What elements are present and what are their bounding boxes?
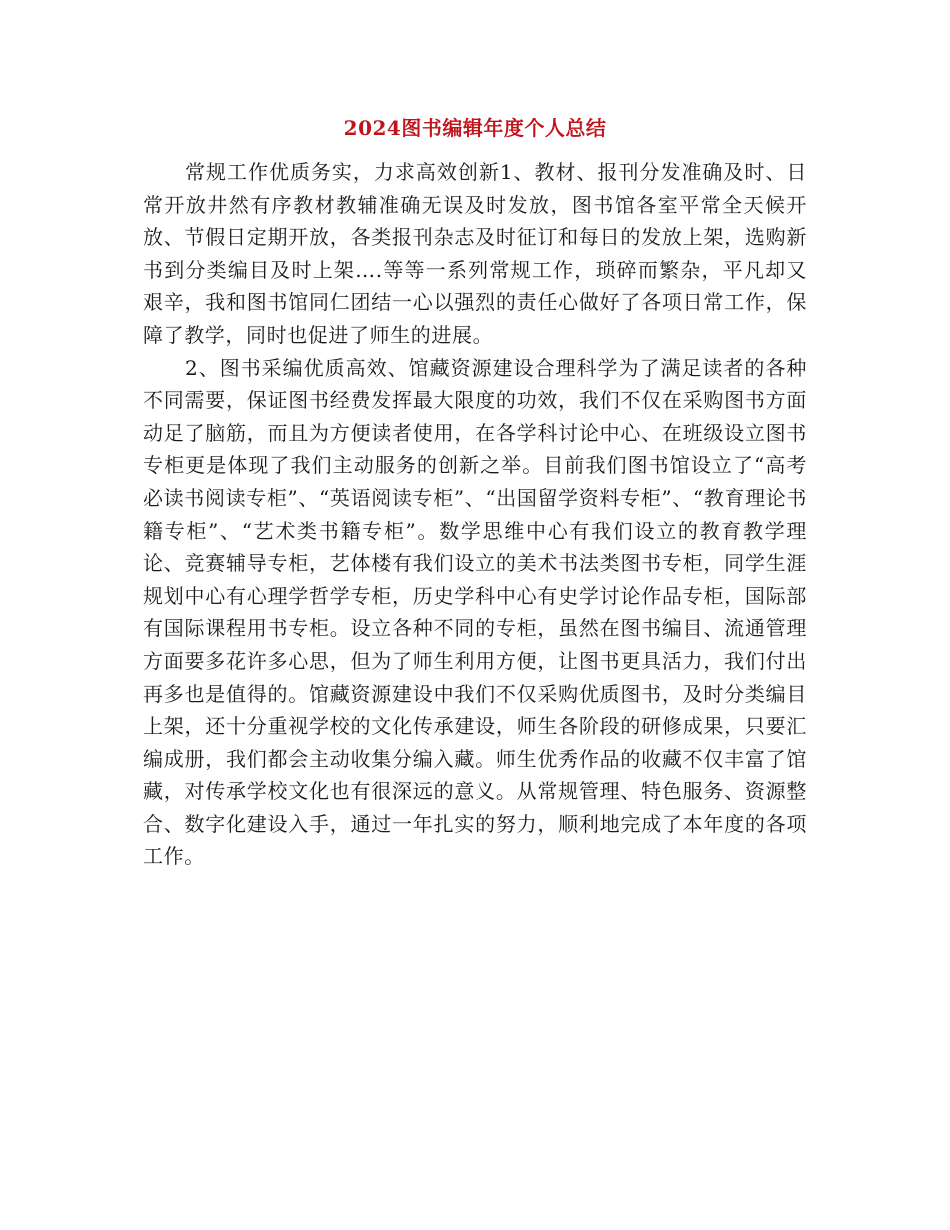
paragraph-routine-work: 常规工作优质务实，力求高效创新1、教材、报刊分发准确及时、日常开放井然有序教材教辅准确无误及时发放，图书馆各室平常全天候开放、节假日定期开放，各类报刊杂志及时征订和每日的发放上架，选购新书到分类编目及时上架….等等一系列常规工作，琐碎而繁杂，平凡却又艰辛，我和图书馆同仁团结一心以强烈的责任心做好了各项日常工作，保障了教学，同时也促进了师生的进展。	[143, 160, 807, 347]
document-title: 2024图书编辑年度个人总结	[343, 116, 607, 140]
title-spacing	[143, 148, 807, 156]
paragraph-acquisition-and-collection: 2、图书采编优质高效、馆藏资源建设合理科学为了满足读者的各种不同需要，保证图书经费发挥最大限度的功效，我们不仅在采购图书方面动足了脑筋，而且为方便读者使用，在各学科讨论中心、在班级设立图书专柜更是体现了我们主动服务的创新之举。目前我们图书馆设立了“高考必读书阅读专柜”、“英语阅读专柜”、“出国留学资料专柜”、“教育理论书籍专柜”、“艺术类书籍专柜”。数学思维中心有我们设立的教育教学理论、竞赛辅导专柜，艺体楼有我们设立的美术书法类图书专柜，同学生涯规划中心有心理学哲学专柜，历史学科中心有史学讨论作品专柜，国际部有国际课程用书专柜。设立各种不同的专柜，虽然在图书编目、流通管理方面要多花许多心思，但为了师生利用方便，让图书更具活力，我们付出再多也是值得的。馆藏资源建设中我们不仅采购优质图书，及时分类编目上架，还十分重视学校的文化传承建设，师生各阶段的研修成果，只要汇编成册，我们都会主动收集分编入藏。师生优秀作品的收藏不仅丰富了馆藏，对传承学校文化也有很深远的意义。从常规管理、特色服务、资源整合、数字化建设入手，通过一年扎实的努力，顺利地完成了本年度的各项工作。	[143, 355, 807, 869]
document-page	[143, 108, 807, 873]
